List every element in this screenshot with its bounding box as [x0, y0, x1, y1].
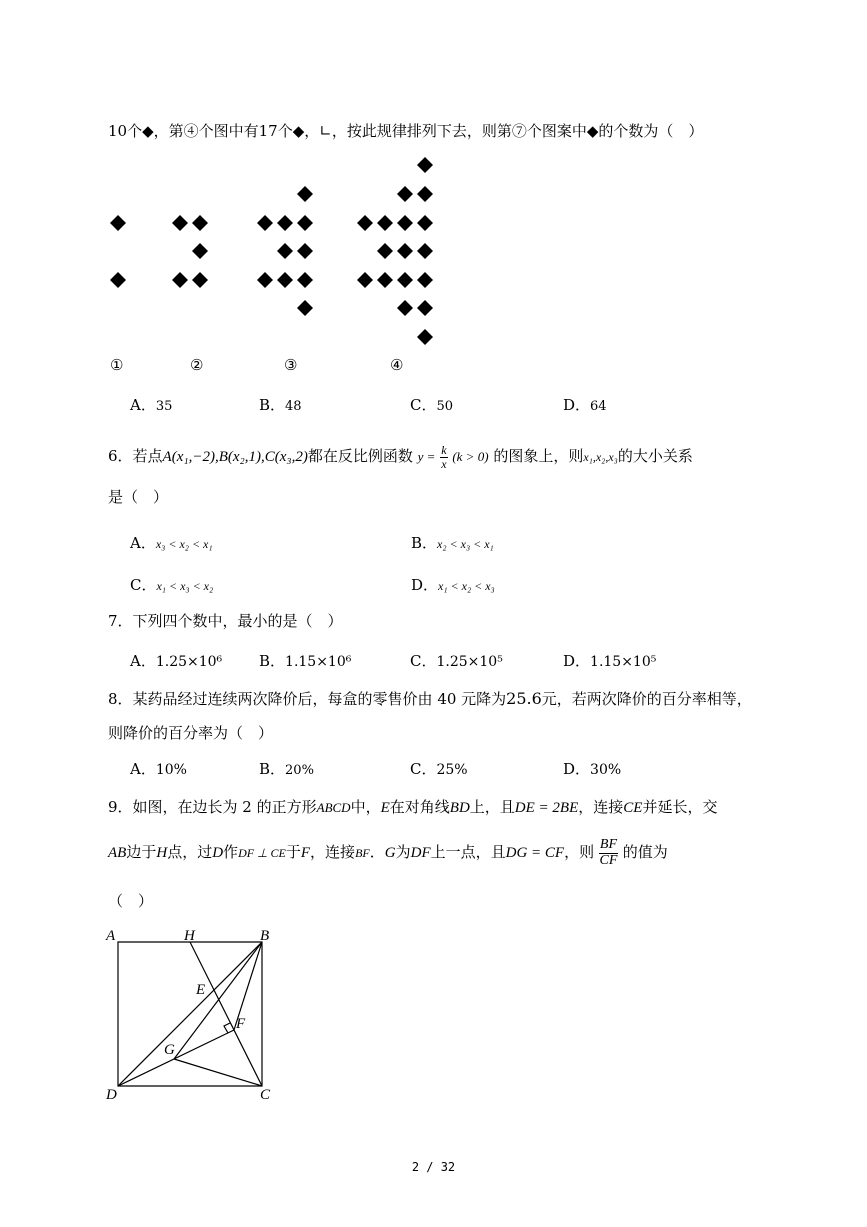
- q5-figure-label-2: ②: [190, 356, 204, 374]
- q9-line1: 9．如图，在边长为 2 的正方形ABCD中，E在对角线BD上，且DE = 2BE，连接CE并延长，交: [108, 798, 718, 816]
- diamond-icon: [417, 186, 433, 202]
- diamond-icon: [357, 272, 373, 288]
- q5-diamond-pattern-figure: [100, 150, 460, 350]
- q5-option-b[interactable]: B．48: [259, 396, 302, 414]
- diamond-icon: [397, 215, 413, 231]
- diamond-icon: [257, 272, 273, 288]
- diamond-icon: [397, 272, 413, 288]
- q6-function-fraction: $\frac{k}{x}$: [441, 443, 447, 471]
- q9-line2: AB边于H点，过D作DF ⊥ CE于F，连接BF．G为DF上一点，且DG = CF，则 $\frac{BF}{CF}$ 的值为: [108, 837, 668, 868]
- diamond-icon: [377, 243, 393, 259]
- q6-option-d[interactable]: D．x₁ < x₂ < x₃: [411, 576, 495, 594]
- q8-option-d[interactable]: D．30%: [563, 760, 622, 778]
- diamond-icon: [297, 186, 313, 202]
- q5-figure-label-3: ③: [284, 356, 298, 374]
- q6-option-a[interactable]: A．x₃ < x₂ < x₁: [130, 534, 213, 552]
- diamond-icon: [397, 243, 413, 259]
- diamond-icon: [277, 243, 293, 259]
- q8-line1: 8．某药品经过连续两次降价后，每盒的零售价由 40 元降为25.6元，若两次降价的百分率相等，: [108, 689, 752, 708]
- q6-line1: 6．若点A(x₁,−2),B(x₂,1),C(x₃,2)都在反比例函数 y = $\frac{k}{x}$ (k > 0) 的图象上，则x₁,x₂,x₃的大小关系: [108, 443, 693, 471]
- q7-option-d[interactable]: D．1.15×10⁵: [563, 652, 657, 670]
- right-angle-mark: [224, 1023, 230, 1033]
- diamond-icon: [297, 272, 313, 288]
- page-number: 2 / 32: [411, 1160, 456, 1174]
- q9-line3: （ ）: [108, 892, 154, 910]
- diamond-icon: [192, 215, 208, 231]
- label-b: B: [260, 928, 270, 944]
- diamond-icon: [357, 215, 373, 231]
- diamond-icon: [417, 215, 433, 231]
- q8-option-c[interactable]: C．25%: [410, 760, 468, 778]
- diamond-icon: [192, 272, 208, 288]
- q8-option-b[interactable]: B．20%: [259, 760, 314, 778]
- q5-figure-label-1: ①: [110, 356, 124, 374]
- q5-option-a[interactable]: A．35: [130, 396, 173, 414]
- diamond-icon: [417, 157, 433, 173]
- diamond-icon: [417, 329, 433, 345]
- diamond-icon: [377, 215, 393, 231]
- label-g: G: [164, 1042, 175, 1058]
- diamond-icon: [277, 215, 293, 231]
- q6-option-b[interactable]: B．x₂ < x₃ < x₁: [411, 534, 494, 552]
- segment-df: [118, 1030, 234, 1086]
- q9-square-geometry-figure: [100, 922, 290, 1107]
- diamond-icon: [377, 272, 393, 288]
- diamond-icon: [297, 243, 313, 259]
- q6-option-c[interactable]: C．x₁ < x₃ < x₂: [130, 576, 214, 594]
- diamond-icon: [297, 215, 313, 231]
- segment-ch: [190, 942, 262, 1086]
- diamond-icon: [417, 272, 433, 288]
- segment-gc: [174, 1059, 262, 1086]
- label-c: C: [260, 1087, 271, 1103]
- diamond-icon: [397, 300, 413, 316]
- q5-option-d[interactable]: D．64: [563, 396, 607, 414]
- q7-option-a[interactable]: A．1.25×10⁶: [130, 652, 223, 670]
- diamond-icon: [257, 215, 273, 231]
- label-f: F: [236, 1016, 246, 1032]
- diamond-icon: [417, 300, 433, 316]
- q7-option-c[interactable]: C．1.25×10⁵: [410, 652, 503, 670]
- label-d: D: [106, 1087, 117, 1103]
- diamond-icon: [192, 243, 208, 259]
- q7-option-b[interactable]: B．1.15×10⁶: [259, 652, 352, 670]
- q8-option-a[interactable]: A．10%: [130, 760, 187, 778]
- label-h: H: [184, 928, 195, 944]
- q6-line2: 是（ ）: [108, 488, 169, 506]
- diamond-icon: [277, 272, 293, 288]
- diamond-icon: [172, 272, 188, 288]
- q8-line2: 则降价的百分率为（ ）: [108, 724, 274, 742]
- q7-stem: 7．下列四个数中，最小的是（ ）: [108, 612, 343, 630]
- label-a: A: [106, 928, 116, 944]
- diamond-icon: [297, 300, 313, 316]
- q9-ratio-fraction: $\frac{BF}{CF}$: [599, 837, 618, 868]
- diamond-icon: [417, 243, 433, 259]
- label-e: E: [196, 982, 206, 998]
- diamond-icon: [397, 186, 413, 202]
- segment-gb: [174, 942, 262, 1059]
- diamond-icon: [110, 215, 126, 231]
- q5-figure-label-4: ④: [390, 356, 404, 374]
- q5-stem: 10个◆，第④个图中有17个◆，∟，按此规律排列下去，则第⑦个图案中◆的个数为（ ）: [108, 122, 704, 140]
- diamond-icon: [172, 215, 188, 231]
- diamond-icon: [110, 272, 126, 288]
- q5-option-c[interactable]: C．50: [410, 396, 454, 414]
